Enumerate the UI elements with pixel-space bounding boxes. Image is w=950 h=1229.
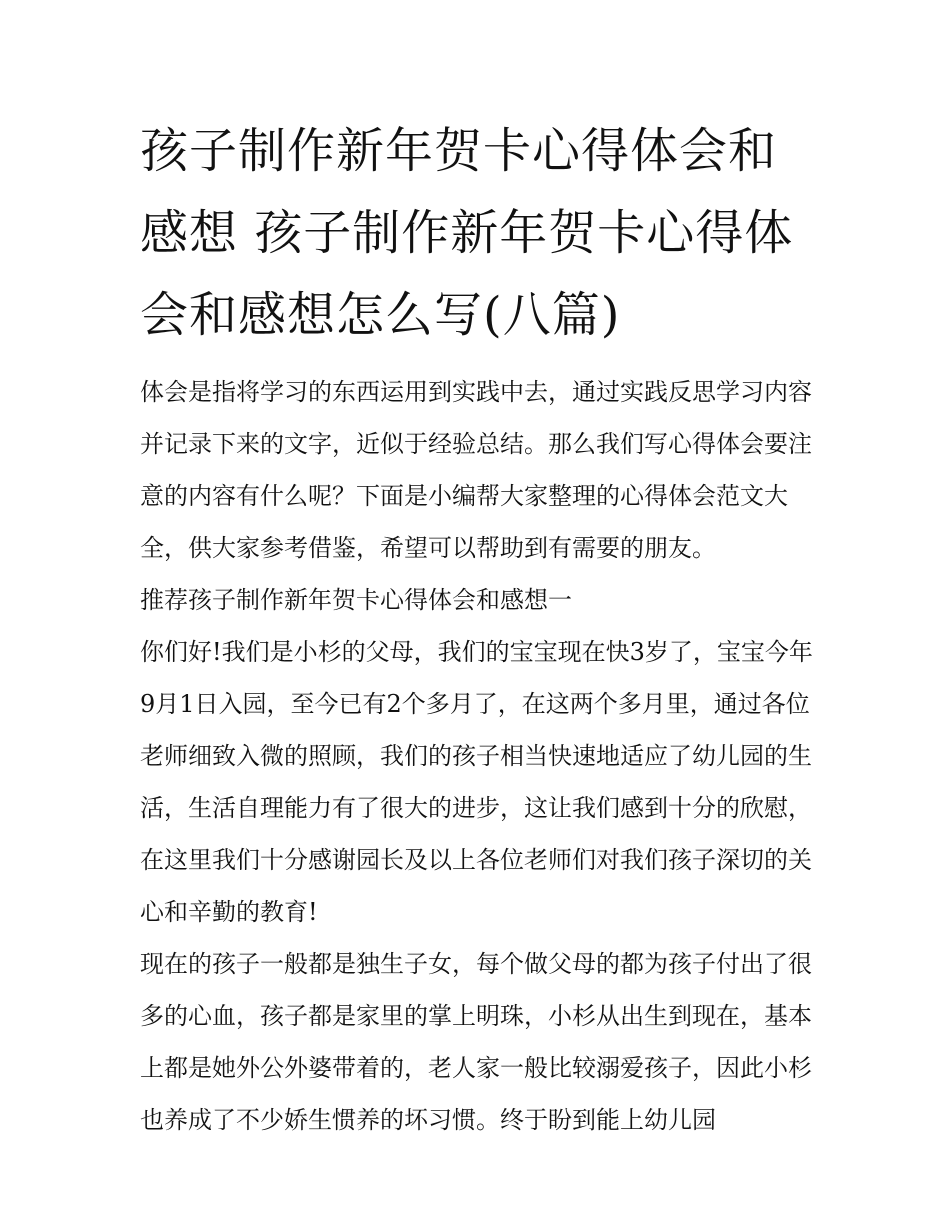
document-body [140,110,820,1146]
body-paragraph-1: 你们好!我们是小杉的父母，我们的宝宝现在快3岁了，宝宝今年9月1日入园，至今已有2个多月了，在这两个多月里，通过各位老师细致入微的照顾，我们的孩子相当快速地适应了幼儿园的生活，生活自理能力有了很大的进步，这让我们感到十分的欣慰，在这里我们十分感谢园长及以上各位老师们对我们孩子深切的关心和辛勤的教育! [140,638,813,926]
body-paragraph-2: 现在的孩子一般都是独生子女，每个做父母的都为孩子付出了很多的心血，孩子都是家里的掌上明珠，小杉从出生到现在，基本上都是她外公外婆带着的，老人家一般比较溺爱孩子，因此小杉也养成了不少娇生惯养的坏习惯。终于盼到能上幼儿园 [140,950,812,1134]
intro-paragraph: 体会是指将学习的东西运用到实践中去，通过实践反思学习内容并记录下来的文字，近似于经验总结。那么我们写心得体会要注意的内容有什么呢？下面是小编帮大家整理的心得体会范文大全，供大家参考借鉴，希望可以帮助到有需要的朋友。 [140,378,812,562]
document-title: 孩子制作新年贺卡心得体会和感想 孩子制作新年贺卡心得体会和感想怎么写(八篇) [140,123,794,343]
section-heading: 推荐孩子制作新年贺卡心得体会和感想一 [140,586,572,614]
